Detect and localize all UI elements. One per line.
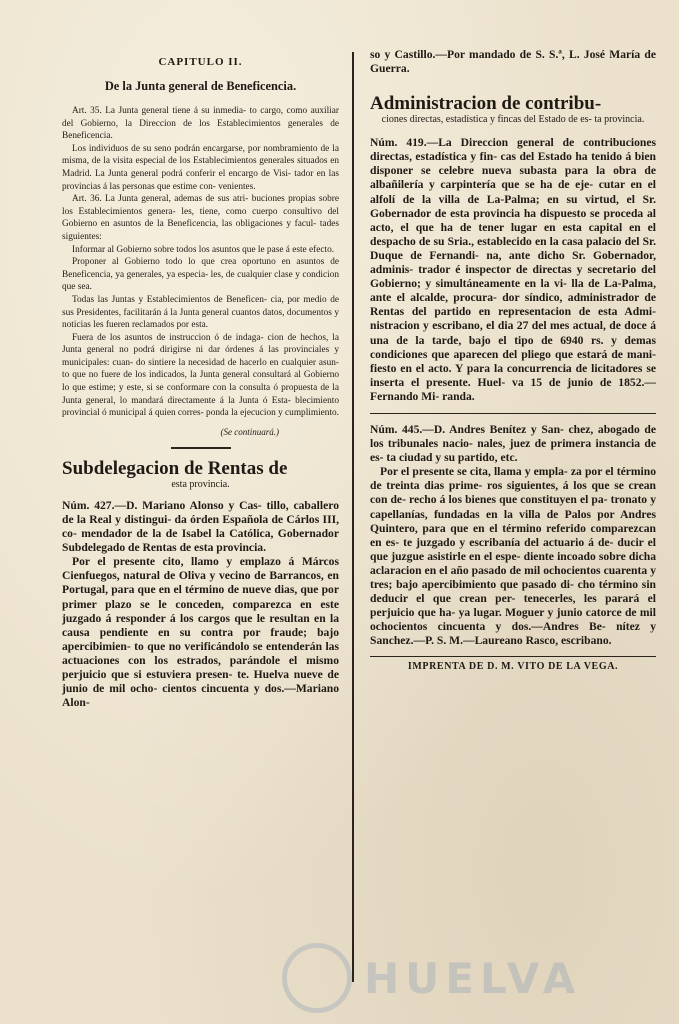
article-paragraph: Art. 36. La Junta general, ademas de sus atri- buciones propias sobre los Establecimientos genera- les, tiene, como cuerpo consultivo del Gobierno en asuntos de la Beneficencia, las obligaciones y facul- tades siguientes: — [62, 194, 339, 242]
continuation-note: (Se continuará.) — [220, 426, 279, 437]
article-paragraph: Informar al Gobierno sobre todos los asuntos que le pase á este efecto. — [72, 244, 335, 255]
column-divider — [352, 52, 354, 982]
article-paragraph: Art. 35. La Junta general tiene á su inmedia- to cargo, como auxiliar del Gobierno, la Direccion de los Establecimientos generales de Beneficencia. — [62, 106, 339, 142]
article-paragraph: Proponer al Gobierno todo lo que crea oportuno en asuntos de Beneficencia, ya generales, ya especia- les, de cualquier clase y condicion que sea. — [62, 257, 339, 293]
notice-paragraph: Núm. 427.—D. Mariano Alonso y Cas- tillo, caballero de la Real y distingui- da órden Española de Cárlos III, co- mendador de la de Isabel la Católica, Gobernador Subdelegado de Rentas de esta provincia. — [62, 498, 339, 555]
notice-paragraph: Núm. 445.—D. Andres Benítez y San- chez, abogado de los tribunales nacio- nales, juez de primera instancia de es- ta ciudad y su partido, etc. — [370, 422, 656, 465]
archive-watermark — [282, 936, 602, 1020]
notice-paragraph: Núm. 419.—La Direccion general de contribuciones directas, estadística y fin- cas del Estado ha tenido á bien disponer se celebre nueva subasta para la obra de albañilería y carpintería que se ha de eje- cutar en el alfolí de la villa de La-Palma; en su virtud, el Sr. Gobernador de esta provincia ha dispuesto se proceda al acto, el que ha de tener lugar en esta capital en el despacho de su Sria., establecido en la casa palacio del Sr. Duque de Fernandi- na, ante dicho Sr. Gobernador, adminis- trador é inspector de directas y secretario del Gobierno; y simultáneamente en la vi- lla de La-Palma, ante el alcalde, procura- dor síndico, administrador de Rentas del partido en representacion de esta Admi- nistracion y escribano, el dia 27 del mes actual, de doce á una de la tarde, bajo el tipo de 6940 rs. y demas condiciones que aparecen del pliego que estará de mani- fiesto en el acto. Y para la concurrencia de licitadores se inserta el presente. Huel- va 15 de junio de 1852.—Fernando Mi- randa. — [370, 136, 656, 403]
article-paragraph: Los individuos de su seno podrán encargarse, por nombramiento de la misma, de la visita especial de los Establecimientos generales situados en Madrid. La Junta general podrá conferir el encargo de Visi- tador en las provincias á las personas que estime con- venientes. — [62, 143, 339, 192]
seal-icon — [282, 943, 352, 1013]
section-subtitle: esta provincia. — [171, 478, 230, 490]
notice-separator — [370, 413, 656, 414]
article-paragraph: Todas las Juntas y Establecimientos de Beneficen- cia, por medio de sus Presidentes, facilitarán á la Junta general cuantos datos, documentos y noticias les fueren reclamados por esta. — [62, 294, 339, 331]
section-separator — [171, 447, 231, 449]
section-title: Administracion de contribu- — [370, 93, 602, 115]
watermark-text: HUELVA — [364, 953, 582, 1003]
section-subtitle: ciones directas, estadística y fincas del Estado de es- ta provincia. — [381, 114, 645, 126]
notice-paragraph: Por el presente cito, llamo y emplazo á Márcos Cienfuegos, natural de Oliva y vecino de Barrancos, en Portugal, para que en el término de nueve dias, que por primer plazo se le conceden, comparezca en este juzgado á responder á los cargos que le resultan en la causa pendiente en su contra por fraude; bajo apercibimien- to que no verificándolo se entenderán las actuaciones con los estrados, parándole el mismo perjuicio que si estuviera presen- te. Huelva nueve de junio de mil ocho- cientos cincuenta y dos.—Mariano Alon- — [62, 555, 339, 710]
notice-paragraph: so y Castillo.—Por mandado de S. S.ª, L. José María de Guerra. — [370, 48, 656, 76]
printer-imprint: IMPRENTA DE D. M. VITO DE LA VEGA. — [370, 656, 656, 672]
left-column — [62, 56, 339, 710]
article-paragraph: Fuera de los asuntos de instruccion ó de indaga- cion de hechos, la Junta general no podrá dirigirse ni dar órdenes á las provinciales y municipales: cuan- do sintiere la necesidad de hacerlo en cualquier asun- to que no fuere de los indicados, la Junta general consultará al Gobierno lo que estime; y este, si se conformare con la consulta ó propuesta de la Junta general, lo mandará directamente á la Junta ó Esta- blecimiento provincial ó municipal á quien corres- ponda la ejecucion y cumplimiento. — [62, 332, 339, 419]
section-title: Subdelegacion de Rentas de — [62, 457, 288, 479]
chapter-heading: CAPITULO II. — [158, 56, 243, 68]
notice-paragraph: Por el presente se cita, llama y empla- za por el término de treinta dias prime- ros siguientes, á los que se crean con de- recho á los bienes que constituyen el pa- tronato y capellanías, fundadas en la villa de Palos por Andres Quintero, para que en el término referido comparezcan en es- te juzgado y escribanía del actuario á de- ducir el que juzgue asistirle en el espe- diente incoado sobre dicha aclaracion en el año pasado de mil ochocientos cuarenta y tres; bajo apercibimiento que pasado di- cho término sin deducir el que crean per- tenecerles, les parará el perjuicio que ha- ya lugar. Moguer y junio catorce de mil ochocientos cincuenta y dos.—Andres Be- nítez y Sanchez.—P. S. M.—Laureano Rasco, escribano. — [370, 465, 656, 648]
chapter-subheading: De la Junta general de Beneficencia. — [104, 79, 297, 93]
right-column — [370, 48, 656, 672]
